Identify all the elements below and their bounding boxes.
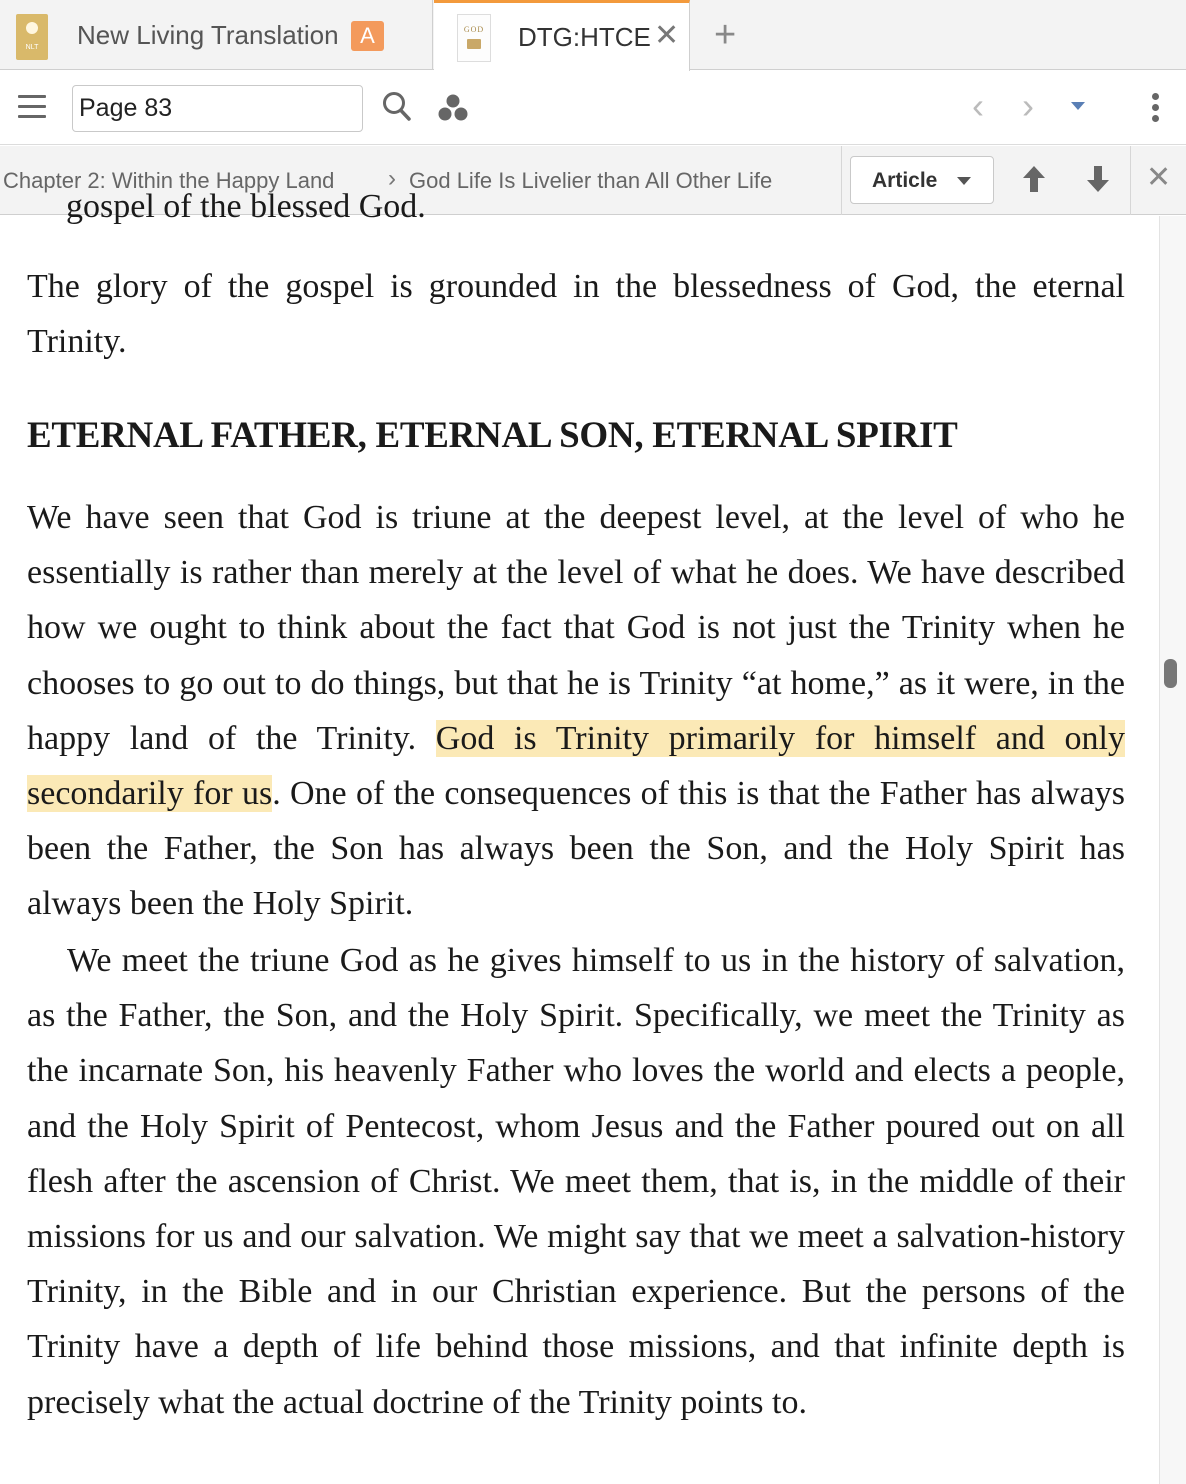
- divider: [841, 146, 842, 215]
- history-dropdown-icon[interactable]: [1071, 102, 1085, 110]
- tab-bar: [0, 0, 1186, 70]
- divider: [1130, 146, 1131, 215]
- article-select[interactable]: [850, 156, 994, 204]
- scrollbar-thumb[interactable]: [1164, 659, 1177, 688]
- tab-label: New Living Translation: [77, 20, 339, 50]
- search-icon[interactable]: [382, 91, 412, 123]
- cut-off-line: gospel of the blessed God.: [66, 188, 426, 225]
- reading-pane[interactable]: [0, 188, 1158, 1484]
- paragraph-text: . One of the consequences of this is that the Father has always been the Father, the Son has always been the Son, and the Holy Spirit has always been the Holy Spirit.: [27, 775, 1125, 923]
- tab-badge: A: [351, 21, 384, 51]
- add-tab-button[interactable]: +: [714, 14, 737, 56]
- previous-article-icon[interactable]: [1022, 164, 1046, 194]
- breadcrumb-chapter[interactable]: Chapter 2: Within the Happy Land: [3, 168, 335, 193]
- menu-icon[interactable]: [18, 95, 46, 119]
- visual-filter-icon[interactable]: [436, 93, 470, 123]
- paragraph: We meet the triune God as he gives himself to us in the history of salvation, as the Father, the Son, and the Holy Spirit. Specifically, we meet the Trinity as the incarnate Son, his heavenly Father who loves the world and elects a people, and the Holy Spirit of Pentecost, whom Jesus and the Father poured out on all flesh after the ascension of Christ. We meet them, that is, in the middle of their missions for us and our salvation. We might say that we meet a salvation-history Trinity, in the Bible and in our Christian experience. But the persons of the Trinity have a depth of life behind those missions, and that infinite depth is precisely what the actual doctrine of the Trinity points to.: [27, 942, 1125, 1421]
- back-icon[interactable]: ‹: [972, 85, 984, 126]
- paragraph: [27, 490, 1125, 932]
- tab-new-living-translation[interactable]: [0, 0, 433, 70]
- book-cover-emblem-icon: [467, 39, 481, 49]
- thumbnail-text: NLT: [25, 44, 39, 51]
- scrollbar-track[interactable]: [1159, 216, 1186, 1484]
- close-tab-icon[interactable]: ✕: [654, 19, 680, 52]
- gear-emblem-icon: [26, 22, 38, 34]
- page-input[interactable]: [72, 85, 363, 132]
- more-icon[interactable]: [1152, 93, 1160, 126]
- paragraph-text: We have seen that God is triune at the deepest level, at the level of who he essentially is rather than merely at the level of what he does. We have described how we ought to think about the fact that God is not just the Trinity when he chooses to go out to do things, but that he is Trinity “at home,” as it were, in the happy land of the Trinity.: [27, 499, 1125, 757]
- highlighted-text[interactable]: God is Trinity primarily for himself and only secondarily for us: [27, 719, 1125, 813]
- book-cover-icon: [457, 14, 491, 62]
- chevron-right-icon: ›: [388, 165, 396, 192]
- article-select-label: Article: [872, 169, 938, 192]
- next-article-icon[interactable]: [1086, 164, 1110, 194]
- close-icon[interactable]: ✕: [1146, 161, 1172, 194]
- tab-label: DTG:HTCE: [518, 22, 651, 52]
- breadcrumb-section[interactable]: God Life Is Livelier than All Other Life: [409, 168, 773, 193]
- paragraph: The glory of the gospel is grounded in the blessedness of God, the eternal Trinity.: [27, 268, 1125, 361]
- book-cover-title: GOD: [463, 25, 485, 34]
- forward-icon[interactable]: ›: [1022, 85, 1034, 126]
- toolbar: [0, 71, 1186, 145]
- book-thumbnail-icon: [16, 14, 48, 60]
- section-heading: ETERNAL FATHER, ETERNAL SON, ETERNAL SPIRIT: [27, 415, 958, 456]
- chevron-down-icon: [957, 177, 971, 185]
- tab-dtg-htce[interactable]: [434, 0, 690, 71]
